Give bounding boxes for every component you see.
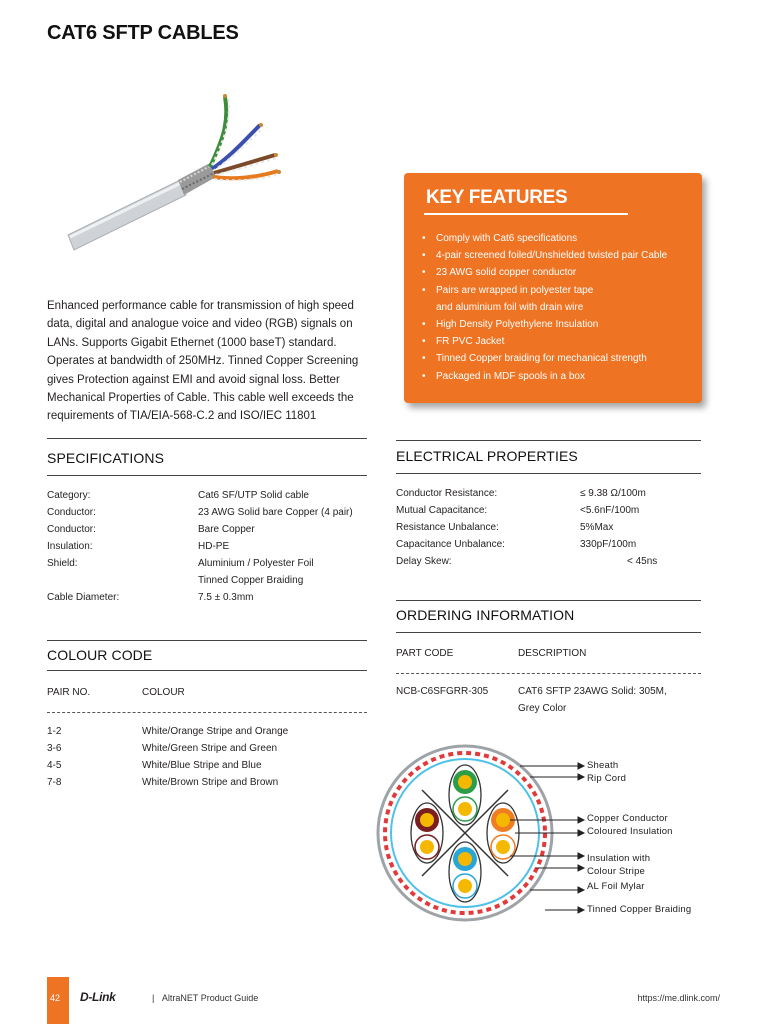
colour-pair-number: 3-6 [47,743,62,754]
ordering-col-description: DESCRIPTION [518,648,587,659]
colour-pair-number: 7-8 [47,777,62,788]
feature-item: • Packaged in MDF spools in a box [422,370,585,382]
footer-guide-title [152,993,258,1003]
ordering-part-code: NCB-C6SFGRR-305 [396,686,489,697]
ordering-description-line2: Grey Color [518,703,567,714]
feature-item-continuation: and aluminium foil with drain wire [436,301,584,313]
colour-pair-colour: White/Green Stripe and Green [142,743,278,754]
colour-pair-colour: White/Orange Stripe and Orange [142,726,289,737]
specifications-rule-bottom [47,475,367,476]
feature-item: • 4-pair screened foiled/Unshielded twisted pair Cable [422,250,668,262]
label-sheath: Sheath [587,760,619,771]
feature-item: • Pairs are wrapped in polyester tape [422,284,594,296]
colour-pair-colour: White/Blue Stripe and Blue [142,760,262,771]
feature-item: • Comply with Cat6 specifications [422,233,578,244]
page-title: CAT6 SFTP CABLES [47,22,239,44]
label-tinned-copper-braiding: Tinned Copper Braiding [587,904,692,915]
dlink-logo: D-Link [80,990,116,1004]
electrical-heading: ELECTRICAL PROPERTIES [396,448,578,464]
footer-guide-text: AltraNET Product Guide [161,993,259,1003]
ordering-rule-top [396,600,701,601]
specifications-rule-top [47,438,367,439]
colour-code-rule-bottom [47,670,367,671]
specifications-heading: SPECIFICATIONS [47,450,165,466]
key-features-rule [424,213,628,215]
key-features-list [422,230,667,385]
electrical-rule-bottom [396,473,701,474]
colour-code-col-pair: PAIR NO. [47,687,91,698]
colour-code-heading: COLOUR CODE [47,647,153,663]
label-coloured-insulation: Coloured Insulation [587,826,673,837]
electrical-rule-top [396,440,701,441]
feature-item: • FR PVC Jacket [422,336,505,348]
label-rip-cord: Rip Cord [587,773,627,784]
intro-paragraph: Enhanced performance cable for transmission of high speed data, digital and analogue voice and video (RGB) signals on LANs. Supports Gigabit Ethernet (1000 baseT) standard. Operates at bandwidth of 250MHz. Tinned Copper Screening gives Protection against EMI and avoid signal loss. Better Mechanical Properties of Cable. This cable well exceeds the requirements of TIA/EIA-568-C.2 and ISO/IEC 11801 [47,300,359,423]
colour-code-col-colour: COLOUR [142,687,185,698]
page-number: 42 [50,993,61,1003]
ordering-rule-bottom [396,632,701,633]
feature-item: • Tinned Copper braiding for mechanical strength [422,353,647,365]
ordering-heading: ORDERING INFORMATION [396,607,575,623]
colour-code-dashed-rule [47,712,367,713]
label-al-foil-mylar: AL Foil Mylar [587,881,645,892]
ordering-dashed-rule [396,673,701,674]
ordering-description-line1: CAT6 SFTP 23AWG Solid: 305M, [518,686,667,697]
key-features-panel [404,173,702,403]
key-features-heading: KEY FEATURES [426,187,568,208]
colour-pair-number: 4-5 [47,760,62,771]
label-insulation-with: Insulation with [587,853,651,864]
label-colour-stripe: Colour Stripe [587,866,646,877]
colour-pair-number: 1-2 [47,726,62,737]
colour-pair-colour: White/Brown Stripe and Brown [142,777,279,788]
feature-item: • High Density Polyethylene Insulation [422,319,599,331]
feature-item: • 23 AWG solid copper conductor [422,267,577,279]
footer-separator: | [152,993,155,1003]
cable-photo [60,85,290,260]
footer-url-link[interactable]: https://me.dlink.com/ [637,993,720,1003]
label-copper-conductor: Copper Conductor [587,813,668,824]
colour-code-rule-top [47,640,367,641]
ordering-col-part-code: PART CODE [396,648,454,659]
